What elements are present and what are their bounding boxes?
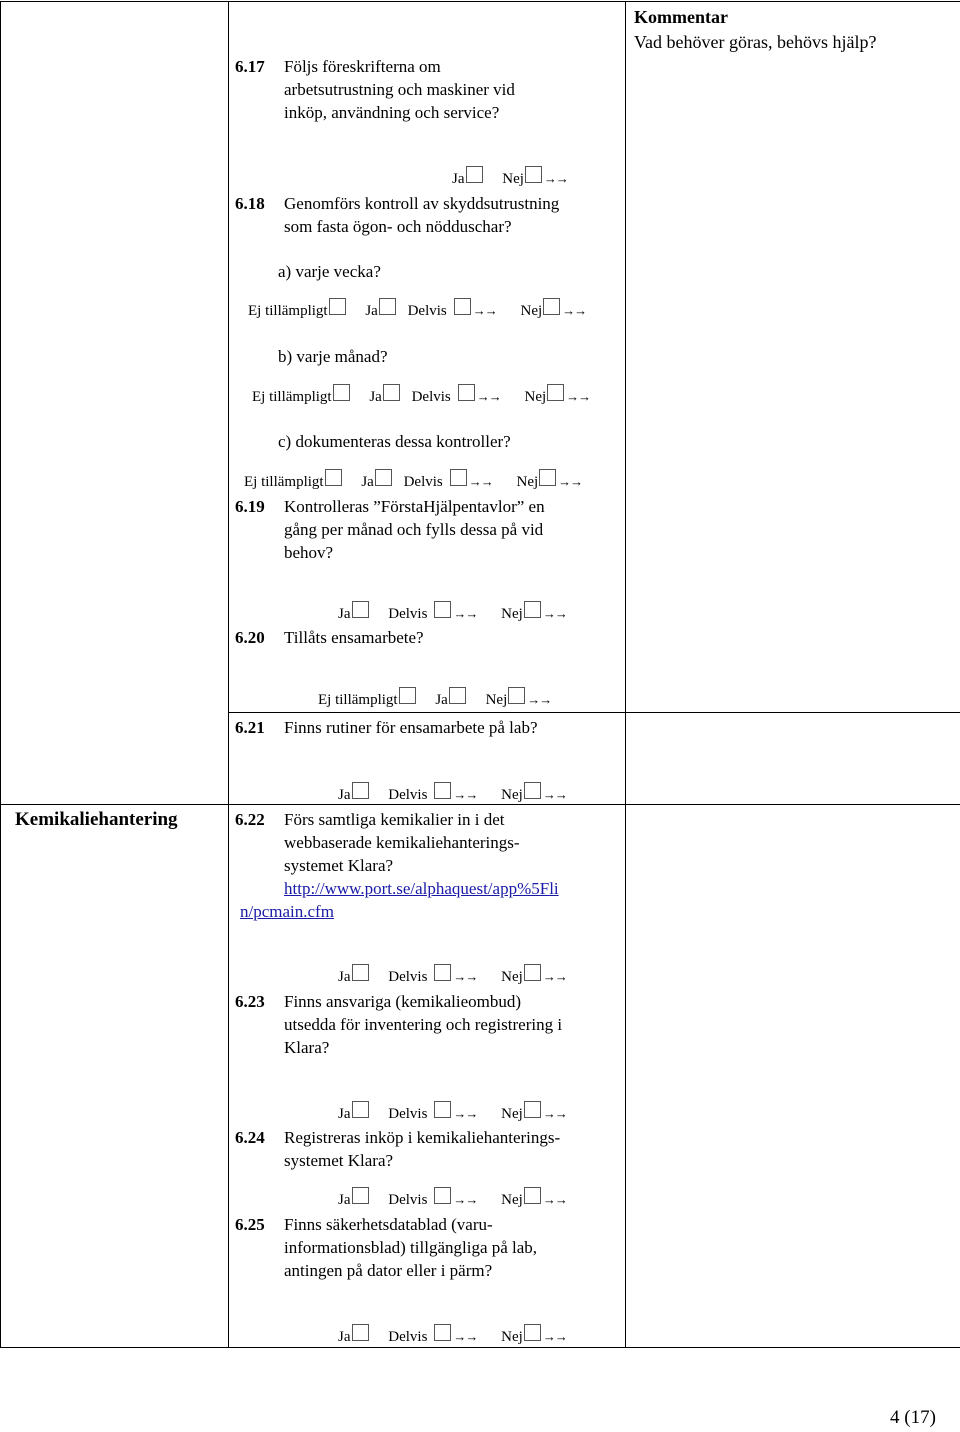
ja-label: Ja bbox=[338, 606, 351, 622]
ja-checkbox[interactable] bbox=[352, 1324, 369, 1341]
ej-label: Ej tillämpligt bbox=[252, 389, 332, 405]
delvis-label: Delvis bbox=[388, 1106, 428, 1122]
q618a-answer-row bbox=[248, 298, 592, 321]
ja-checkbox[interactable] bbox=[352, 1187, 369, 1204]
q620-line-1: Tillåts ensamarbete? bbox=[284, 628, 424, 647]
ja-checkbox[interactable] bbox=[352, 782, 369, 799]
ja-label: Ja bbox=[452, 171, 465, 187]
nej-label: Nej bbox=[501, 787, 523, 803]
ja-label: Ja bbox=[338, 1329, 351, 1345]
arrow-icon: →→ bbox=[543, 171, 568, 186]
arrow-icon: →→ bbox=[542, 1329, 567, 1344]
q619-line-3: behov? bbox=[284, 543, 334, 562]
delvis-label: Delvis bbox=[411, 389, 451, 405]
page-number: 4 (17) bbox=[890, 1407, 936, 1428]
q619-answer-row bbox=[338, 601, 573, 624]
q624-line-2: systemet Klara? bbox=[284, 1151, 394, 1170]
table-left-border bbox=[0, 1, 1, 1348]
delvis-checkbox[interactable] bbox=[434, 601, 451, 618]
q625-answer-row bbox=[338, 1324, 573, 1347]
q618-line-2: som fasta ögon- och nödduschar? bbox=[284, 217, 512, 236]
q617-answer-row bbox=[452, 166, 574, 189]
ja-label: Ja bbox=[435, 692, 448, 708]
arrow-icon: →→ bbox=[453, 787, 478, 802]
q619-line-1: Kontrolleras ”FörstaHjälpentavlor” en bbox=[284, 497, 545, 516]
q625-number: 6.25 bbox=[235, 1215, 265, 1234]
nej-checkbox[interactable] bbox=[524, 964, 541, 981]
ja-checkbox[interactable] bbox=[383, 384, 400, 401]
arrow-icon: →→ bbox=[558, 474, 583, 489]
arrow-icon: →→ bbox=[453, 606, 478, 621]
delvis-label: Delvis bbox=[407, 303, 447, 319]
q619-line-2: gång per månad och fylls dessa på vid bbox=[284, 520, 544, 539]
nej-checkbox[interactable] bbox=[524, 1101, 541, 1118]
klara-link-part-1[interactable]: http://www.port.se/alphaquest/app%5Fli bbox=[284, 879, 559, 898]
q621-line-1: Finns rutiner för ensamarbete på lab? bbox=[284, 718, 538, 737]
nej-checkbox[interactable] bbox=[508, 687, 525, 704]
nej-checkbox[interactable] bbox=[524, 601, 541, 618]
table-bottom-border bbox=[0, 1347, 960, 1348]
ja-label: Ja bbox=[338, 1192, 351, 1208]
table-top-border bbox=[0, 1, 960, 2]
ja-checkbox[interactable] bbox=[375, 469, 392, 486]
q625-line-3: antingen på dator eller i pärm? bbox=[284, 1261, 493, 1280]
ja-label: Ja bbox=[369, 389, 382, 405]
q623-number: 6.23 bbox=[235, 992, 265, 1011]
q621-number: 6.21 bbox=[235, 718, 265, 737]
ej-label: Ej tillämpligt bbox=[244, 474, 324, 490]
q624-number: 6.24 bbox=[235, 1128, 265, 1147]
q618-sub-c: c) dokumenteras dessa kontroller? bbox=[278, 432, 511, 451]
arrow-icon: →→ bbox=[453, 1329, 478, 1344]
arrow-icon: →→ bbox=[542, 787, 567, 802]
section-label: Kemikaliehantering bbox=[15, 809, 178, 830]
arrow-icon: →→ bbox=[542, 606, 567, 621]
nej-checkbox[interactable] bbox=[547, 384, 564, 401]
arrow-icon: →→ bbox=[542, 1192, 567, 1207]
comment-subtitle: Vad behöver göras, behövs hjälp? bbox=[634, 32, 877, 52]
q617-line-3: inköp, användning och service? bbox=[284, 103, 500, 122]
ej-label: Ej tillämpligt bbox=[318, 692, 398, 708]
nej-label: Nej bbox=[501, 606, 523, 622]
ja-label: Ja bbox=[365, 303, 378, 319]
arrow-icon: →→ bbox=[453, 1106, 478, 1121]
delvis-label: Delvis bbox=[388, 1329, 428, 1345]
ja-checkbox[interactable] bbox=[466, 166, 483, 183]
q622-line-3: systemet Klara? bbox=[284, 856, 394, 875]
nej-label: Nej bbox=[485, 692, 508, 708]
nej-checkbox[interactable] bbox=[524, 1324, 541, 1341]
nej-label: Nej bbox=[501, 1106, 523, 1122]
delvis-label: Delvis bbox=[403, 474, 443, 490]
arrow-icon: →→ bbox=[542, 969, 567, 984]
delvis-checkbox[interactable] bbox=[434, 1101, 451, 1118]
q622-number: 6.22 bbox=[235, 810, 265, 829]
q619-number: 6.19 bbox=[235, 497, 265, 516]
delvis-label: Delvis bbox=[388, 787, 428, 803]
comment-title: Kommentar bbox=[634, 7, 728, 27]
nej-label: Nej bbox=[501, 969, 523, 985]
nej-label: Nej bbox=[501, 1329, 523, 1345]
delvis-checkbox[interactable] bbox=[450, 469, 467, 486]
ej-checkbox[interactable] bbox=[333, 384, 350, 401]
delvis-checkbox[interactable] bbox=[434, 1324, 451, 1341]
klara-link-part-2[interactable]: n/pcmain.cfm bbox=[240, 902, 334, 921]
q620-answer-row bbox=[318, 687, 557, 710]
arrow-icon: →→ bbox=[453, 1192, 478, 1207]
q618-sub-b: b) varje månad? bbox=[278, 347, 388, 366]
ja-checkbox[interactable] bbox=[352, 1101, 369, 1118]
arrow-icon: →→ bbox=[542, 1106, 567, 1121]
ja-label: Ja bbox=[338, 787, 351, 803]
q622-line-1: Förs samtliga kemikalier in i det bbox=[284, 810, 505, 829]
q621-answer-row bbox=[338, 782, 573, 805]
q617-line-2: arbetsutrustning och maskiner vid bbox=[284, 80, 515, 99]
arrow-icon: →→ bbox=[472, 303, 497, 318]
column-divider-1 bbox=[228, 1, 229, 1348]
q618-number: 6.18 bbox=[235, 194, 265, 213]
ej-checkbox[interactable] bbox=[325, 469, 342, 486]
ja-checkbox[interactable] bbox=[449, 687, 466, 704]
delvis-label: Delvis bbox=[388, 969, 428, 985]
q623-answer-row bbox=[338, 1101, 573, 1124]
delvis-checkbox[interactable] bbox=[434, 1187, 451, 1204]
row-divider-621 bbox=[228, 712, 960, 713]
ej-label: Ej tillämpligt bbox=[248, 303, 328, 319]
delvis-checkbox[interactable] bbox=[454, 298, 471, 315]
q617-number: 6.17 bbox=[235, 57, 265, 76]
delvis-checkbox[interactable] bbox=[434, 782, 451, 799]
delvis-label: Delvis bbox=[388, 606, 428, 622]
nej-checkbox[interactable] bbox=[525, 166, 542, 183]
arrow-icon: →→ bbox=[453, 969, 478, 984]
nej-label: Nej bbox=[501, 1192, 523, 1208]
column-divider-2 bbox=[625, 1, 626, 1348]
q624-line-1: Registreras inköp i kemikaliehanterings- bbox=[284, 1128, 561, 1147]
delvis-checkbox[interactable] bbox=[434, 964, 451, 981]
arrow-icon: →→ bbox=[527, 692, 552, 707]
arrow-icon: →→ bbox=[476, 389, 501, 404]
arrow-icon: →→ bbox=[468, 474, 493, 489]
q625-line-2: informationsblad) tillgängliga på lab, bbox=[284, 1238, 538, 1257]
q618b-answer-row bbox=[252, 384, 596, 407]
q622-answer-row bbox=[338, 964, 573, 987]
ja-label: Ja bbox=[338, 1106, 351, 1122]
nej-label: Nej bbox=[524, 389, 547, 405]
nej-checkbox[interactable] bbox=[524, 782, 541, 799]
ja-checkbox[interactable] bbox=[379, 298, 396, 315]
nej-label: Nej bbox=[516, 474, 539, 490]
ja-label: Ja bbox=[338, 969, 351, 985]
ej-checkbox[interactable] bbox=[329, 298, 346, 315]
nej-label: Nej bbox=[520, 303, 543, 319]
q625-line-1: Finns säkerhetsdatablad (varu- bbox=[284, 1215, 493, 1234]
q617-line-1: Följs föreskrifterna om bbox=[284, 57, 441, 76]
q618c-answer-row bbox=[244, 469, 588, 492]
ja-checkbox[interactable] bbox=[352, 964, 369, 981]
q624-answer-row bbox=[338, 1187, 573, 1210]
nej-label: Nej bbox=[502, 171, 524, 187]
nej-checkbox[interactable] bbox=[539, 469, 556, 486]
ej-checkbox[interactable] bbox=[399, 687, 416, 704]
q618-line-1: Genomförs kontroll av skyddsutrustning bbox=[284, 194, 560, 213]
nej-checkbox[interactable] bbox=[543, 298, 560, 315]
q618-sub-a: a) varje vecka? bbox=[278, 262, 381, 281]
q620-number: 6.20 bbox=[235, 628, 265, 647]
q623-line-2: utsedda för inventering och registrering i bbox=[284, 1015, 563, 1034]
ja-label: Ja bbox=[361, 474, 374, 490]
q623-line-3: Klara? bbox=[284, 1038, 330, 1057]
nej-checkbox[interactable] bbox=[524, 1187, 541, 1204]
arrow-icon: →→ bbox=[566, 389, 591, 404]
arrow-icon: →→ bbox=[562, 303, 587, 318]
ja-checkbox[interactable] bbox=[352, 601, 369, 618]
delvis-label: Delvis bbox=[388, 1192, 428, 1208]
delvis-checkbox[interactable] bbox=[458, 384, 475, 401]
q623-line-1: Finns ansvariga (kemikalieombud) bbox=[284, 992, 522, 1011]
q622-line-2: webbaserade kemikaliehanterings- bbox=[284, 833, 520, 852]
